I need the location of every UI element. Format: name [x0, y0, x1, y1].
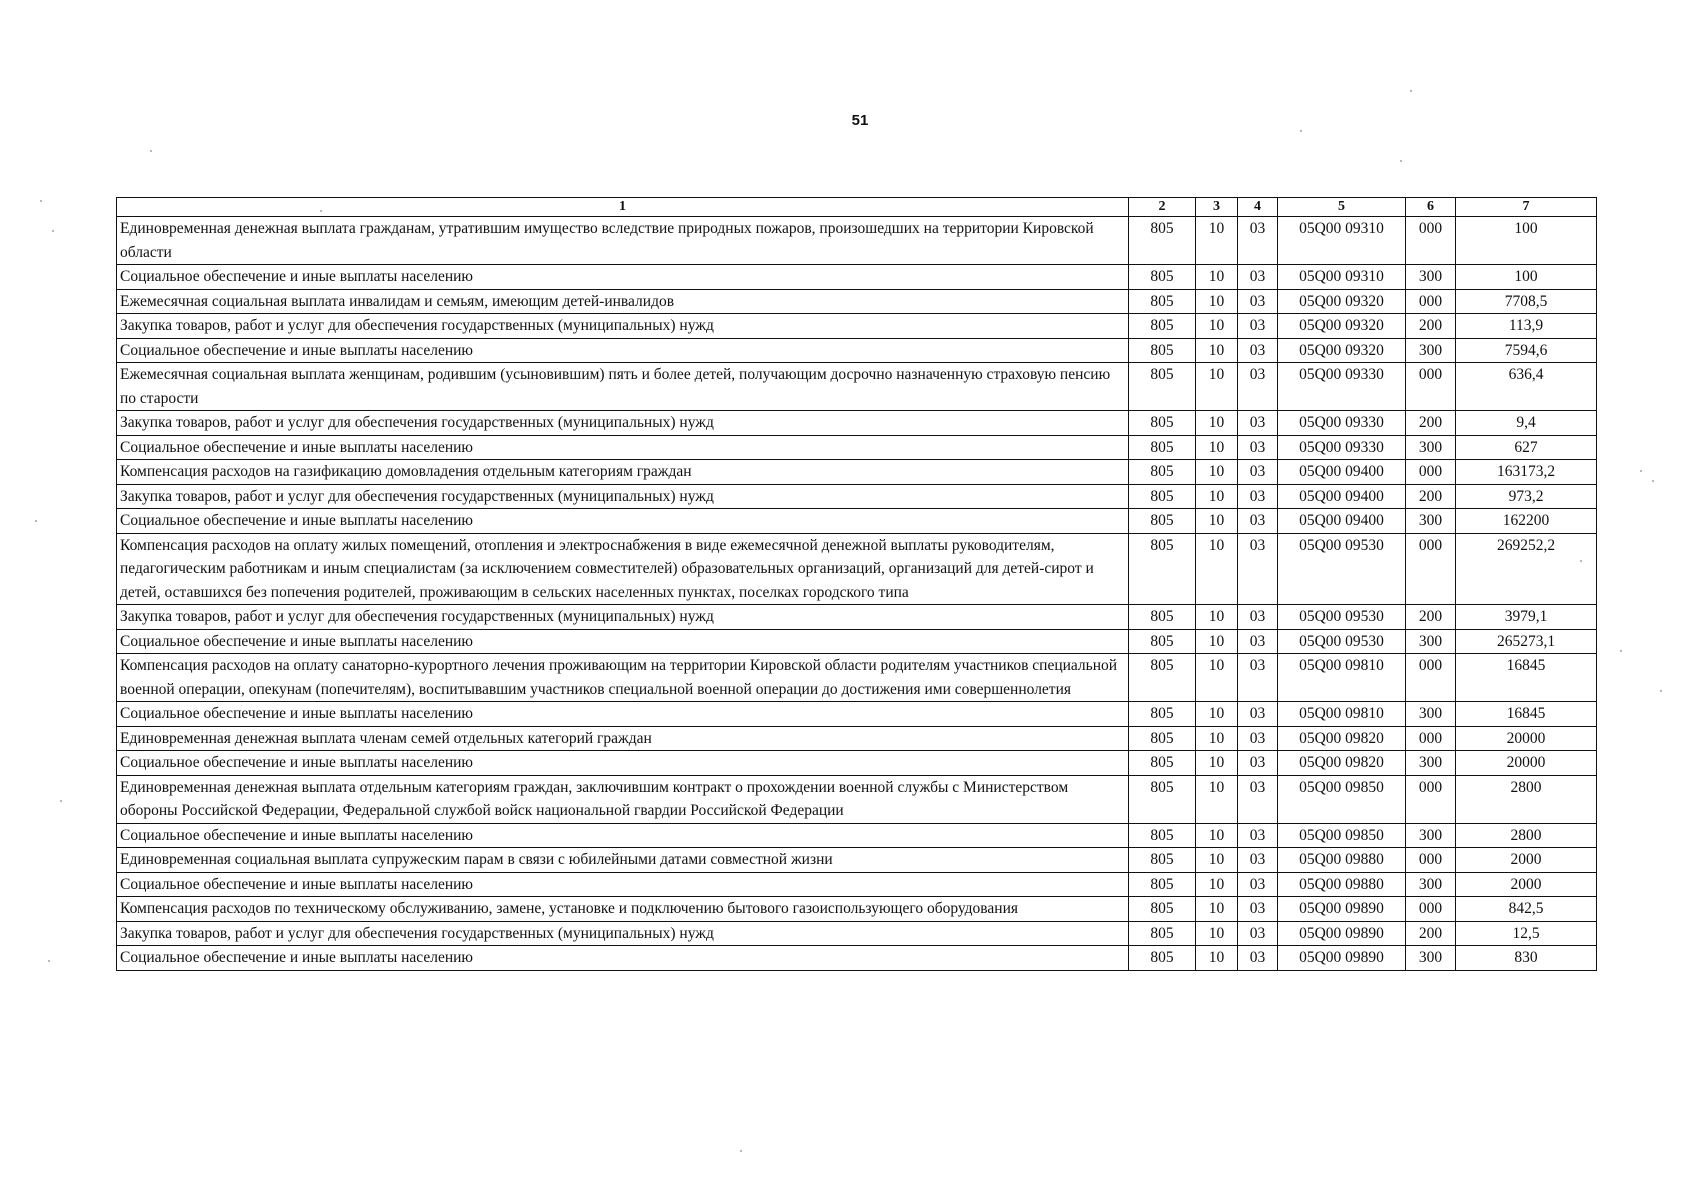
table-row: [117, 702, 1597, 727]
row-admin-code: 805: [1129, 702, 1196, 727]
row-section: 10: [1196, 338, 1238, 363]
row-subsection: 03: [1238, 751, 1278, 776]
row-section: 10: [1196, 921, 1238, 946]
row-subsection: 03: [1238, 897, 1278, 922]
row-description: Единовременная денежная выплата членам семей отдельных категорий граждан: [117, 726, 1129, 751]
row-admin-code: 805: [1129, 872, 1196, 897]
table-row: [117, 654, 1597, 702]
row-expense-type: 000: [1406, 654, 1456, 702]
row-description: Социальное обеспечение и иные выплаты населению: [117, 509, 1129, 534]
row-expense-type: 000: [1406, 848, 1456, 873]
row-target-article: 05Q00 09530: [1278, 533, 1406, 605]
row-subsection: 03: [1238, 921, 1278, 946]
row-section: 10: [1196, 654, 1238, 702]
row-amount: 2800: [1456, 823, 1597, 848]
row-expense-type: 300: [1406, 872, 1456, 897]
budget-table: [116, 197, 1597, 971]
scan-speckle: [320, 210, 322, 212]
row-subsection: 03: [1238, 289, 1278, 314]
table-row: [117, 314, 1597, 339]
table-row: [117, 411, 1597, 436]
scan-speckle: [35, 520, 37, 522]
page-number: 51: [851, 112, 869, 129]
row-expense-type: 200: [1406, 411, 1456, 436]
row-amount: 162200: [1456, 509, 1597, 534]
row-target-article: 05Q00 09890: [1278, 946, 1406, 971]
row-section: 10: [1196, 533, 1238, 605]
row-target-article: 05Q00 09400: [1278, 484, 1406, 509]
table-row: [117, 897, 1597, 922]
row-subsection: 03: [1238, 509, 1278, 534]
row-section: 10: [1196, 848, 1238, 873]
row-target-article: 05Q00 09310: [1278, 217, 1406, 265]
row-description: Единовременная денежная выплата гражданам, утратившим имущество вследствие природных пожаров, произошедших на территории Кировской области: [117, 217, 1129, 265]
table-header-row: [117, 198, 1597, 217]
row-expense-type: 300: [1406, 823, 1456, 848]
scan-speckle: [1652, 480, 1654, 482]
row-admin-code: 805: [1129, 363, 1196, 411]
row-subsection: 03: [1238, 654, 1278, 702]
row-subsection: 03: [1238, 629, 1278, 654]
row-target-article: 05Q00 09880: [1278, 848, 1406, 873]
row-target-article: 05Q00 09810: [1278, 654, 1406, 702]
row-amount: 269252,2: [1456, 533, 1597, 605]
row-expense-type: 300: [1406, 751, 1456, 776]
row-section: 10: [1196, 265, 1238, 290]
row-target-article: 05Q00 09890: [1278, 921, 1406, 946]
column-header: 3: [1196, 198, 1238, 217]
row-target-article: 05Q00 09320: [1278, 289, 1406, 314]
row-expense-type: 000: [1406, 897, 1456, 922]
row-description: Закупка товаров, работ и услуг для обеспечения государственных (муниципальных) нужд: [117, 921, 1129, 946]
row-description: Компенсация расходов по техническому обслуживанию, замене, установке и подключению бытового газоиспользующего оборудования: [117, 897, 1129, 922]
row-description: Социальное обеспечение и иные выплаты населению: [117, 629, 1129, 654]
row-section: 10: [1196, 702, 1238, 727]
row-amount: 842,5: [1456, 897, 1597, 922]
row-target-article: 05Q00 09400: [1278, 460, 1406, 485]
column-header: 2: [1129, 198, 1196, 217]
row-admin-code: 805: [1129, 921, 1196, 946]
row-admin-code: 805: [1129, 411, 1196, 436]
row-amount: 20000: [1456, 751, 1597, 776]
row-expense-type: 000: [1406, 363, 1456, 411]
row-section: 10: [1196, 314, 1238, 339]
row-amount: 100: [1456, 217, 1597, 265]
table-row: [117, 921, 1597, 946]
row-subsection: 03: [1238, 775, 1278, 823]
row-description: Социальное обеспечение и иные выплаты населению: [117, 702, 1129, 727]
scan-speckle: [48, 960, 50, 962]
row-target-article: 05Q00 09890: [1278, 897, 1406, 922]
table-row: [117, 823, 1597, 848]
row-expense-type: 000: [1406, 533, 1456, 605]
row-expense-type: 000: [1406, 460, 1456, 485]
column-header: 7: [1456, 198, 1597, 217]
row-target-article: 05Q00 09530: [1278, 629, 1406, 654]
table-row: [117, 435, 1597, 460]
row-expense-type: 300: [1406, 629, 1456, 654]
row-amount: 9,4: [1456, 411, 1597, 436]
row-admin-code: 805: [1129, 751, 1196, 776]
row-description: Закупка товаров, работ и услуг для обеспечения государственных (муниципальных) нужд: [117, 411, 1129, 436]
row-description: Социальное обеспечение и иные выплаты населению: [117, 751, 1129, 776]
row-section: 10: [1196, 823, 1238, 848]
row-amount: 636,4: [1456, 363, 1597, 411]
table-row: [117, 509, 1597, 534]
row-section: 10: [1196, 289, 1238, 314]
row-expense-type: 000: [1406, 775, 1456, 823]
row-section: 10: [1196, 217, 1238, 265]
row-admin-code: 805: [1129, 654, 1196, 702]
row-subsection: 03: [1238, 605, 1278, 630]
row-admin-code: 805: [1129, 775, 1196, 823]
column-header: 5: [1278, 198, 1406, 217]
row-admin-code: 805: [1129, 605, 1196, 630]
row-target-article: 05Q00 09330: [1278, 363, 1406, 411]
row-target-article: 05Q00 09330: [1278, 435, 1406, 460]
row-description: Ежемесячная социальная выплата женщинам, родившим (усыновившим) пять и более детей, получающим досрочно назначенную страховую пенсию по старости: [117, 363, 1129, 411]
row-expense-type: 200: [1406, 314, 1456, 339]
row-description: Закупка товаров, работ и услуг для обеспечения государственных (муниципальных) нужд: [117, 484, 1129, 509]
scan-speckle: [1640, 470, 1642, 472]
row-section: 10: [1196, 435, 1238, 460]
row-expense-type: 300: [1406, 702, 1456, 727]
row-description: Социальное обеспечение и иные выплаты населению: [117, 823, 1129, 848]
scan-speckle: [1580, 560, 1582, 562]
row-subsection: 03: [1238, 314, 1278, 339]
row-admin-code: 805: [1129, 217, 1196, 265]
row-amount: 7594,6: [1456, 338, 1597, 363]
row-expense-type: 300: [1406, 435, 1456, 460]
row-admin-code: 805: [1129, 946, 1196, 971]
row-admin-code: 805: [1129, 509, 1196, 534]
table-row: [117, 363, 1597, 411]
row-subsection: 03: [1238, 702, 1278, 727]
table-row: [117, 751, 1597, 776]
table-row: [117, 338, 1597, 363]
row-description: Социальное обеспечение и иные выплаты населению: [117, 872, 1129, 897]
row-section: 10: [1196, 363, 1238, 411]
row-subsection: 03: [1238, 338, 1278, 363]
scan-speckle: [60, 800, 62, 802]
row-amount: 830: [1456, 946, 1597, 971]
scan-speckle: [740, 1150, 742, 1152]
row-expense-type: 000: [1406, 289, 1456, 314]
row-section: 10: [1196, 484, 1238, 509]
row-section: 10: [1196, 872, 1238, 897]
row-target-article: 05Q00 09330: [1278, 411, 1406, 436]
row-admin-code: 805: [1129, 823, 1196, 848]
row-section: 10: [1196, 509, 1238, 534]
row-expense-type: 200: [1406, 484, 1456, 509]
row-amount: 12,5: [1456, 921, 1597, 946]
row-subsection: 03: [1238, 217, 1278, 265]
table-row: [117, 460, 1597, 485]
row-amount: 16845: [1456, 702, 1597, 727]
row-amount: 265273,1: [1456, 629, 1597, 654]
row-subsection: 03: [1238, 411, 1278, 436]
row-description: Социальное обеспечение и иные выплаты населению: [117, 435, 1129, 460]
row-target-article: 05Q00 09810: [1278, 702, 1406, 727]
column-header: 6: [1406, 198, 1456, 217]
row-subsection: 03: [1238, 484, 1278, 509]
table-row: [117, 605, 1597, 630]
row-section: 10: [1196, 897, 1238, 922]
row-amount: 20000: [1456, 726, 1597, 751]
row-admin-code: 805: [1129, 484, 1196, 509]
scan-speckle: [150, 150, 152, 152]
table-row: [117, 726, 1597, 751]
row-description: Единовременная денежная выплата отдельным категориям граждан, заключившим контракт о прохождении военной службы с Министерством обороны Российской Федерации, Федеральной службой войск национальной гвардии Российской Федерации: [117, 775, 1129, 823]
row-amount: 2800: [1456, 775, 1597, 823]
row-amount: 2000: [1456, 848, 1597, 873]
row-amount: 113,9: [1456, 314, 1597, 339]
row-amount: 7708,5: [1456, 289, 1597, 314]
row-amount: 627: [1456, 435, 1597, 460]
row-target-article: 05Q00 09400: [1278, 509, 1406, 534]
row-admin-code: 805: [1129, 338, 1196, 363]
column-header: 4: [1238, 198, 1278, 217]
row-section: 10: [1196, 629, 1238, 654]
row-admin-code: 805: [1129, 897, 1196, 922]
table-row: [117, 872, 1597, 897]
row-expense-type: 300: [1406, 265, 1456, 290]
row-target-article: 05Q00 09320: [1278, 338, 1406, 363]
table-body: [117, 217, 1597, 971]
row-target-article: 05Q00 09850: [1278, 775, 1406, 823]
row-description: Социальное обеспечение и иные выплаты населению: [117, 946, 1129, 971]
row-description: Закупка товаров, работ и услуг для обеспечения государственных (муниципальных) нужд: [117, 605, 1129, 630]
column-header: 1: [117, 198, 1129, 217]
row-section: 10: [1196, 411, 1238, 436]
row-section: 10: [1196, 605, 1238, 630]
table-row: [117, 946, 1597, 971]
table-row: [117, 533, 1597, 605]
row-description: Компенсация расходов на оплату санаторно-курортного лечения проживающим на территории Кировской области родителям участников специальной военной операции, опекунам (попечителям), воспитывавшим участников специальной военной операции до достижения ими совершеннолетия: [117, 654, 1129, 702]
row-amount: 2000: [1456, 872, 1597, 897]
row-description: Компенсация расходов на оплату жилых помещений, отопления и электроснабжения в виде ежемесячной денежной выплаты руководителям, педагогическим работникам и иным специалистам (за исключением совместителей) образовательных организаций, организаций для детей-сирот и детей, оставшихся без попечения родителей, проживающим в сельских населенных пунктах, поселках городского типа: [117, 533, 1129, 605]
row-target-article: 05Q00 09820: [1278, 726, 1406, 751]
row-expense-type: 300: [1406, 946, 1456, 971]
row-admin-code: 805: [1129, 848, 1196, 873]
row-section: 10: [1196, 946, 1238, 971]
row-target-article: 05Q00 09320: [1278, 314, 1406, 339]
row-expense-type: 000: [1406, 726, 1456, 751]
row-section: 10: [1196, 751, 1238, 776]
scan-speckle: [1400, 160, 1402, 162]
table-row: [117, 629, 1597, 654]
row-subsection: 03: [1238, 726, 1278, 751]
table-row: [117, 484, 1597, 509]
table-row: [117, 289, 1597, 314]
row-description: Компенсация расходов на газификацию домовладения отдельным категориям граждан: [117, 460, 1129, 485]
row-expense-type: 300: [1406, 338, 1456, 363]
row-amount: 16845: [1456, 654, 1597, 702]
row-admin-code: 805: [1129, 629, 1196, 654]
row-subsection: 03: [1238, 946, 1278, 971]
row-admin-code: 805: [1129, 265, 1196, 290]
row-target-article: 05Q00 09310: [1278, 265, 1406, 290]
row-amount: 100: [1456, 265, 1597, 290]
row-subsection: 03: [1238, 823, 1278, 848]
row-expense-type: 200: [1406, 921, 1456, 946]
row-subsection: 03: [1238, 265, 1278, 290]
scan-speckle: [1410, 90, 1412, 92]
table-row: [117, 775, 1597, 823]
scan-speckle: [1300, 130, 1302, 132]
row-subsection: 03: [1238, 363, 1278, 411]
row-target-article: 05Q00 09820: [1278, 751, 1406, 776]
row-description: Социальное обеспечение и иные выплаты населению: [117, 265, 1129, 290]
row-admin-code: 805: [1129, 726, 1196, 751]
row-subsection: 03: [1238, 872, 1278, 897]
row-description: Единовременная социальная выплата супружеским парам в связи с юбилейными датами совместной жизни: [117, 848, 1129, 873]
row-description: Социальное обеспечение и иные выплаты населению: [117, 338, 1129, 363]
row-admin-code: 805: [1129, 460, 1196, 485]
row-subsection: 03: [1238, 435, 1278, 460]
row-section: 10: [1196, 460, 1238, 485]
table-row: [117, 265, 1597, 290]
row-description: Ежемесячная социальная выплата инвалидам и семьям, имеющим детей-инвалидов: [117, 289, 1129, 314]
row-section: 10: [1196, 726, 1238, 751]
row-subsection: 03: [1238, 460, 1278, 485]
table-row: [117, 217, 1597, 265]
budget-table-container: [116, 197, 1596, 971]
row-subsection: 03: [1238, 848, 1278, 873]
row-target-article: 05Q00 09880: [1278, 872, 1406, 897]
row-target-article: 05Q00 09850: [1278, 823, 1406, 848]
row-admin-code: 805: [1129, 533, 1196, 605]
row-subsection: 03: [1238, 533, 1278, 605]
scan-speckle: [52, 230, 54, 232]
row-target-article: 05Q00 09530: [1278, 605, 1406, 630]
row-expense-type: 200: [1406, 605, 1456, 630]
row-expense-type: 300: [1406, 509, 1456, 534]
row-admin-code: 805: [1129, 289, 1196, 314]
row-expense-type: 000: [1406, 217, 1456, 265]
scan-speckle: [40, 200, 42, 202]
scan-speckle: [1660, 690, 1662, 692]
row-amount: 973,2: [1456, 484, 1597, 509]
row-amount: 3979,1: [1456, 605, 1597, 630]
row-description: Закупка товаров, работ и услуг для обеспечения государственных (муниципальных) нужд: [117, 314, 1129, 339]
row-section: 10: [1196, 775, 1238, 823]
row-admin-code: 805: [1129, 314, 1196, 339]
scan-speckle: [1620, 650, 1622, 652]
table-row: [117, 848, 1597, 873]
row-admin-code: 805: [1129, 435, 1196, 460]
row-amount: 163173,2: [1456, 460, 1597, 485]
